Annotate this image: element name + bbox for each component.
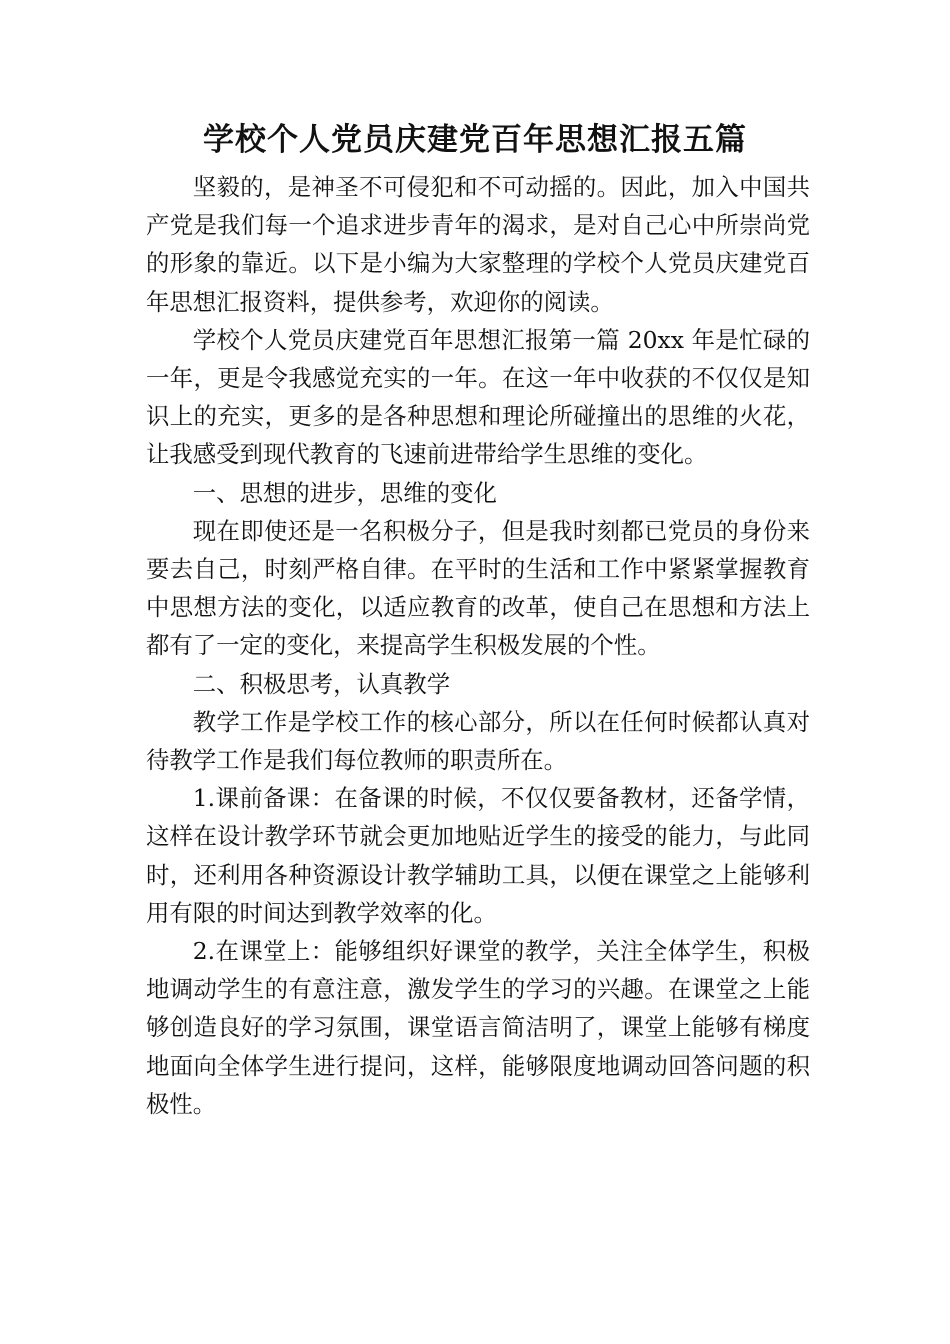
paragraph-section-1: 现在即使还是一名积极分子，但是我时刻都已党员的身份来要去自己，时刻严格自律。在平时的生活和工作中紧紧掌握教育中思想方法的变化，以适应教育的改革，使自己在思想和方法上都有了一定的变化，来提高学生积极发展的个性。: [146, 516, 810, 660]
section-heading-2: 二、积极思考，认真教学: [192, 669, 451, 698]
section-heading-1: 一、思想的进步，思维的变化: [192, 478, 497, 507]
paragraph-item-1: 1.课前备课：在备课的时候，不仅仅要备教材，还备学情，这样在设计教学环节就会更加地贴近学生的接受的能力，与此同时，还利用各种资源设计教学辅助工具，以便在课堂之上能够利用有限的时间达到教学效率的化。: [146, 784, 810, 927]
document-title: 学校个人党员庆建党百年思想汇报五篇: [203, 122, 747, 158]
paragraph-first-report: 学校个人党员庆建党百年思想汇报第一篇 20xx 年是忙碌的一年，更是令我感觉充实的一年。在这一年中收获的不仅仅是知识上的充实，更多的是各种思想和理论所碰撞出的思维的火花，让我感受到现代教育的飞速前进带给学生思维的变化。: [146, 325, 810, 469]
document-body: [146, 168, 810, 1123]
paragraph-intro: 坚毅的，是神圣不可侵犯和不可动摇的。因此，加入中国共产党是我们每一个追求进步青年的渴求，是对自己心中所崇尚党的形象的靠近。以下是小编为大家整理的学校个人党员庆建党百年思想汇报资料，提供参考，欢迎你的阅读。: [146, 173, 810, 316]
paragraph-section-2: 教学工作是学校工作的核心部分，所以在任何时候都认真对待教学工作是我们每位教师的职责所在。: [146, 707, 810, 775]
paragraph-item-2: 2.在课堂上：能够组织好课堂的教学，关注全体学生，积极地调动学生的有意注意，激发学生的学习的兴趣。在课堂之上能够创造良好的学习氛围，课堂语言简洁明了，课堂上能够有梯度地面向全体学生进行提问，这样，能够限度地调动回答问题的积极性。: [146, 937, 810, 1118]
